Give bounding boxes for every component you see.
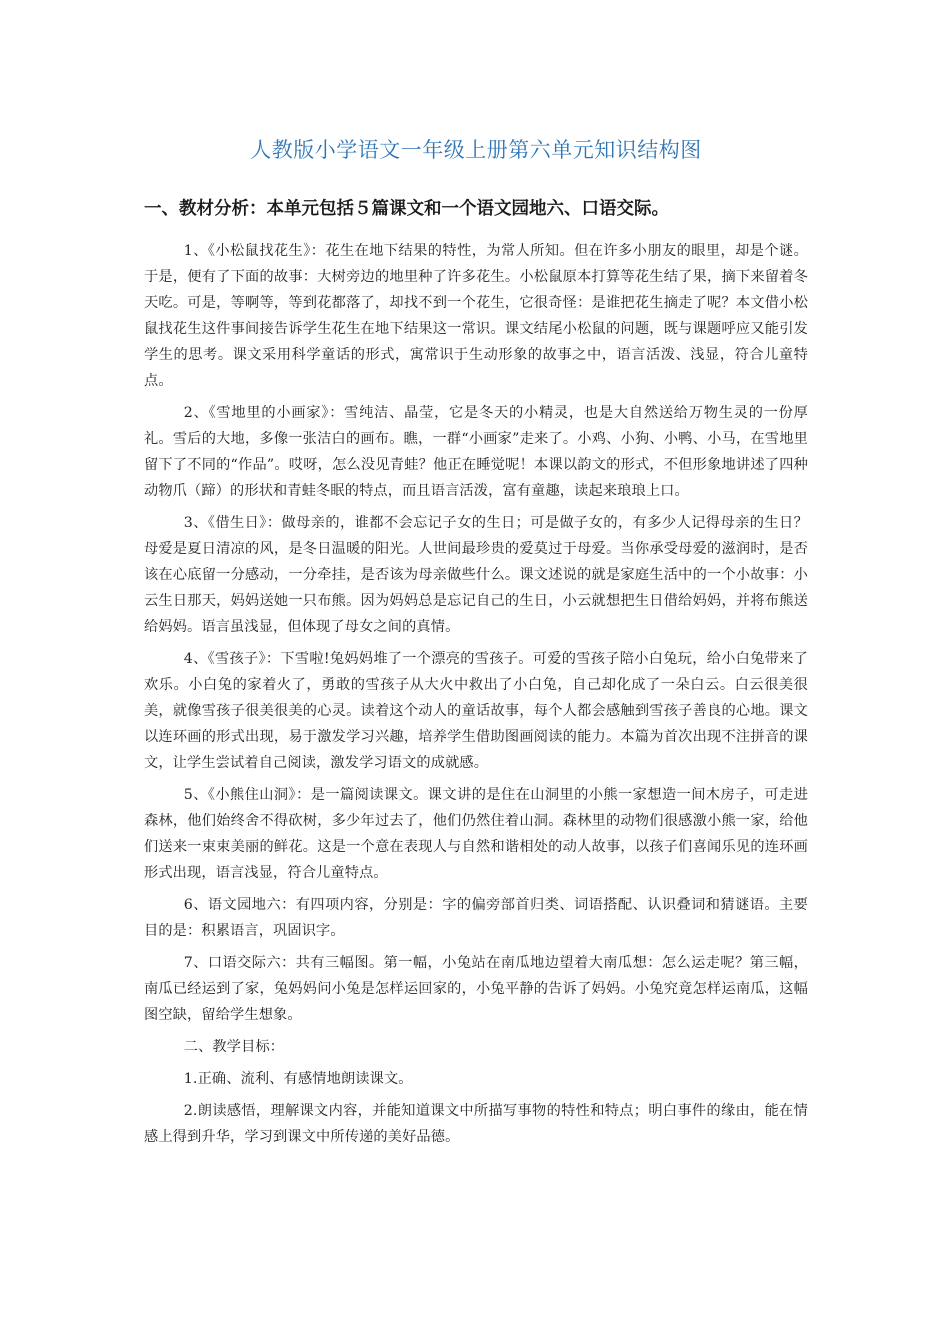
paragraph-lesson-5: 5、《小熊住山洞》：是一篇阅读课文。课文讲的是住在山洞里的小熊一家想造一间木房子，可走进森林，他们始终舍不得砍树，多少年过去了，他们仍然住着山洞。森林里的动物们很感激小熊一家，给他们送来一束束美丽的鲜花。这是一个意在表现人与自然和谐相处的动人故事，以孩子们喜闻乐见的连环画形式出现，语言浅显，符合儿童特点。 [144, 787, 808, 881]
paragraph-lesson-3: 3、《借生日》：做母亲的，谁都不会忘记子女的生日；可是做子女的，有多少人记得母亲的生日？母爱是夏日清凉的风，是冬日温暖的阳光。人世间最珍贵的爱莫过于母爱。当你承受母爱的滋润时，是否该在心底留一分感动，一分牵挂，是否该为母亲做些什么。课文述说的就是家庭生活中的一个小故事：小云生日那天，妈妈送她一只布熊。因为妈妈总是忘记自己的生日，小云就想把生日借给妈妈，并将布熊送给妈妈。语言虽浅显，但体现了母女之间的真情。 [144, 515, 808, 635]
goal-item-1: 1.正确、流利、有感情地朗读课文。 [183, 1071, 413, 1087]
section-heading-analysis: 一、教材分析：本单元包括５篇课文和一个语文园地六、口语交际。 [144, 199, 669, 219]
paragraph-lesson-2: 2、《雪地里的小画家》：雪纯洁、晶莹，它是冬天的小精灵，也是大自然送给万物生灵的一份厚礼。雪后的大地，多像一张洁白的画布。瞧，一群“小画家”走来了。小鸡、小狗、小鸭、小马，在雪地里留下了不同的“作品”。哎呀，怎么没见青蛙？他正在睡觉呢！本课以韵文的形式，不但形象地讲述了四种动物爪（蹄）的形状和青蛙冬眠的特点，而且语言活泼，富有童趣，读起来琅琅上口。 [144, 405, 808, 499]
paragraph-lesson-1: 1、《小松鼠找花生》：花生在地下结果的特性，为常人所知。但在许多小朋友的眼里，却是个谜。于是，便有了下面的故事：大树旁边的地里种了许多花生。小松鼠原本打算等花生结了果，摘下来留着冬天吃。可是，等啊等，等到花都落了，却找不到一个花生，它很奇怪：是谁把花生摘走了呢？本文借小松鼠找花生这件事间接告诉学生花生在地下结果这一常识。课文结尾小松鼠的问题，既与课题呼应又能引发学生的思考。课文采用科学童话的形式，寓常识于生动形象的故事之中，语言活泼、浅显，符合儿童特点。 [144, 243, 808, 389]
section-heading-goals: 二、教学目标： [183, 1039, 285, 1055]
document-title: 人教版小学语文一年级上册第六单元知识结构图 [250, 138, 702, 162]
goal-item-2: 2.朗读感悟，理解课文内容，并能知道课文中所描写事物的特性和特点；明白事件的缘由，能在情感上得到升华，学习到课文中所传递的美好品德。 [144, 1103, 808, 1145]
paragraph-lesson-4: 4、《雪孩子》：下雪啦!兔妈妈堆了一个漂亮的雪孩子。可爱的雪孩子陪小白兔玩，给小白兔带来了欢乐。小白兔的家着火了，勇敢的雪孩子从大火中救出了小白兔，自己却化成了一朵白云。白云很美很美，就像雪孩子很美很美的心灵。读着这个动人的童话故事，每个人都会感触到雪孩子善良的心地。课文以连环画的形式出现，易于激发学习兴趣，培养学生借助图画阅读的能力。本篇为首次出现不注拼音的课文，让学生尝试着自己阅读，激发学习语文的成就感。 [144, 651, 808, 771]
paragraph-language-garden: 6、语文园地六：有四项内容，分别是：字的偏旁部首归类、词语搭配、认识叠词和猜谜语。主要目的是：积累语言，巩固识字。 [144, 897, 808, 939]
paragraph-oral-communication: 7、口语交际六：共有三幅图。第一幅，小兔站在南瓜地边望着大南瓜想：怎么运走呢？第三幅，南瓜已经运到了家，兔妈妈问小兔是怎样运回家的，小兔平静的告诉了妈妈。小兔究竟怎样运南瓜，这幅图空缺，留给学生想象。 [144, 955, 808, 1023]
